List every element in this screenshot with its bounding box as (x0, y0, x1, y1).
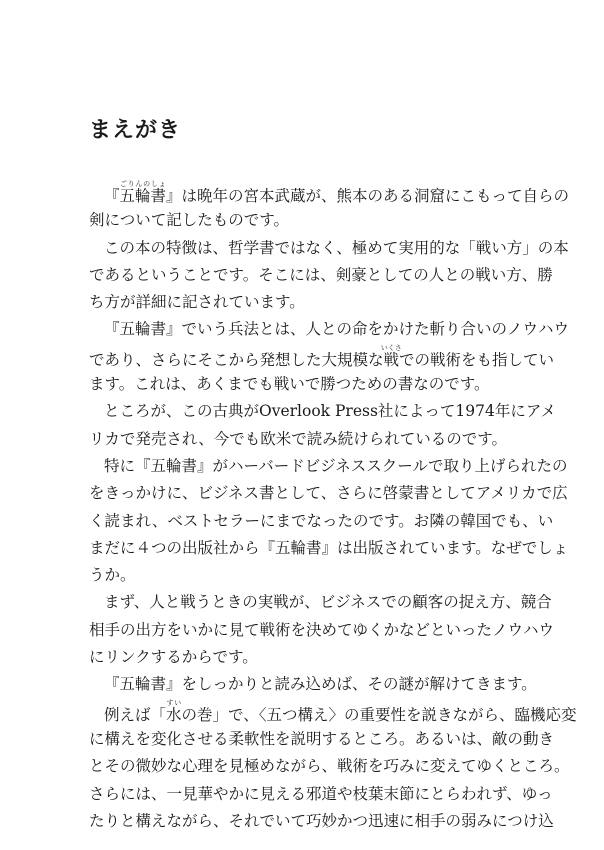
page-title: まえがき (89, 118, 182, 143)
text-line-22: とその微妙な心理を見極めながら、戦術を巧みに変えてゆくところ。 (89, 757, 570, 776)
text-line-16: まず、人と戦うときの実戦が、ビジネスでの顧客の捉え方、競合 (104, 593, 552, 612)
text-line-9: ところが、この古典がOverlook Press社によって1974年にアメ (104, 402, 556, 421)
text-line-10: リカで発売され、今でも欧米で読み続けられているのです。 (89, 429, 508, 448)
ruby-ikusa: 戦いくさ (380, 343, 402, 369)
text-line-13: く読まれ、ベストセラーにまでなったのです。お隣の韓国でも、い (89, 511, 554, 530)
text-line-19: 『五輪書』をしっかりと読み込めば、その謎が解けてきます。 (104, 675, 537, 694)
text-line-12: をきっかけに、ビジネス書として、さらに啓蒙書としてアメリカで広 (89, 484, 568, 503)
text-line-2: 剣について記したものです。 (89, 211, 289, 230)
text-line-11: 特に『五輪書』がハーバードビジネススクールで取り上げられたの (104, 456, 568, 475)
text-line-24: たりと構えながら、それでいて巧妙かつ迅速に相手の弱みにつけ込 (89, 811, 554, 830)
text-line-17: 相手の出方をいかに見て戦術を決めてゆくかなどといったノウハウ (89, 620, 555, 639)
body-text (89, 180, 577, 835)
text-line-8: ます。これは、あくまでも戦いで勝つための書なのです。 (89, 375, 490, 394)
ruby-mizu: 水すい (166, 698, 182, 724)
text-line-15: うか。 (89, 566, 136, 585)
ruby-gorin: 五輪書ごりんのしょ (119, 180, 167, 205)
text-line-18: にリンクするからです。 (89, 648, 258, 667)
text-line-5: ち方が詳細に記されています。 (89, 293, 305, 312)
text-line-4: であるということです。そこには、剣豪としての人との戦い方、勝 (89, 265, 553, 284)
text-line-14: まだに４つの出版社から『五輪書』は出版されています。なぜでしょ (89, 538, 569, 557)
text-line-7: であり、さらにそこから発想した大規模な戦いくさでの戦術をも指してい (89, 343, 555, 369)
text-line-3: この本の特徴は、哲学書ではなく、極めて実用的な「戦い方」の本 (104, 238, 569, 257)
text-line-23: さらには、一見華やかに見える邪道や枝葉末節にとらわれず、ゆっ (89, 784, 553, 803)
text-line-20: 例えば「水すいの巻」で、〈五つ構え〉の重要性を説きながら、臨機応変 (104, 698, 577, 724)
text-line-1: 『五輪書ごりんのしょ』は晩年の宮本武蔵が、熊本のある洞窟にこもって自らの (104, 180, 570, 205)
text-line-6: 『五輪書』でいう兵法とは、人との命をかけた斬り合いのノウハウ (104, 320, 570, 339)
text-line-21: に構えを変化させる柔軟性を説明するところ。あるいは、敵の動き (89, 729, 555, 748)
